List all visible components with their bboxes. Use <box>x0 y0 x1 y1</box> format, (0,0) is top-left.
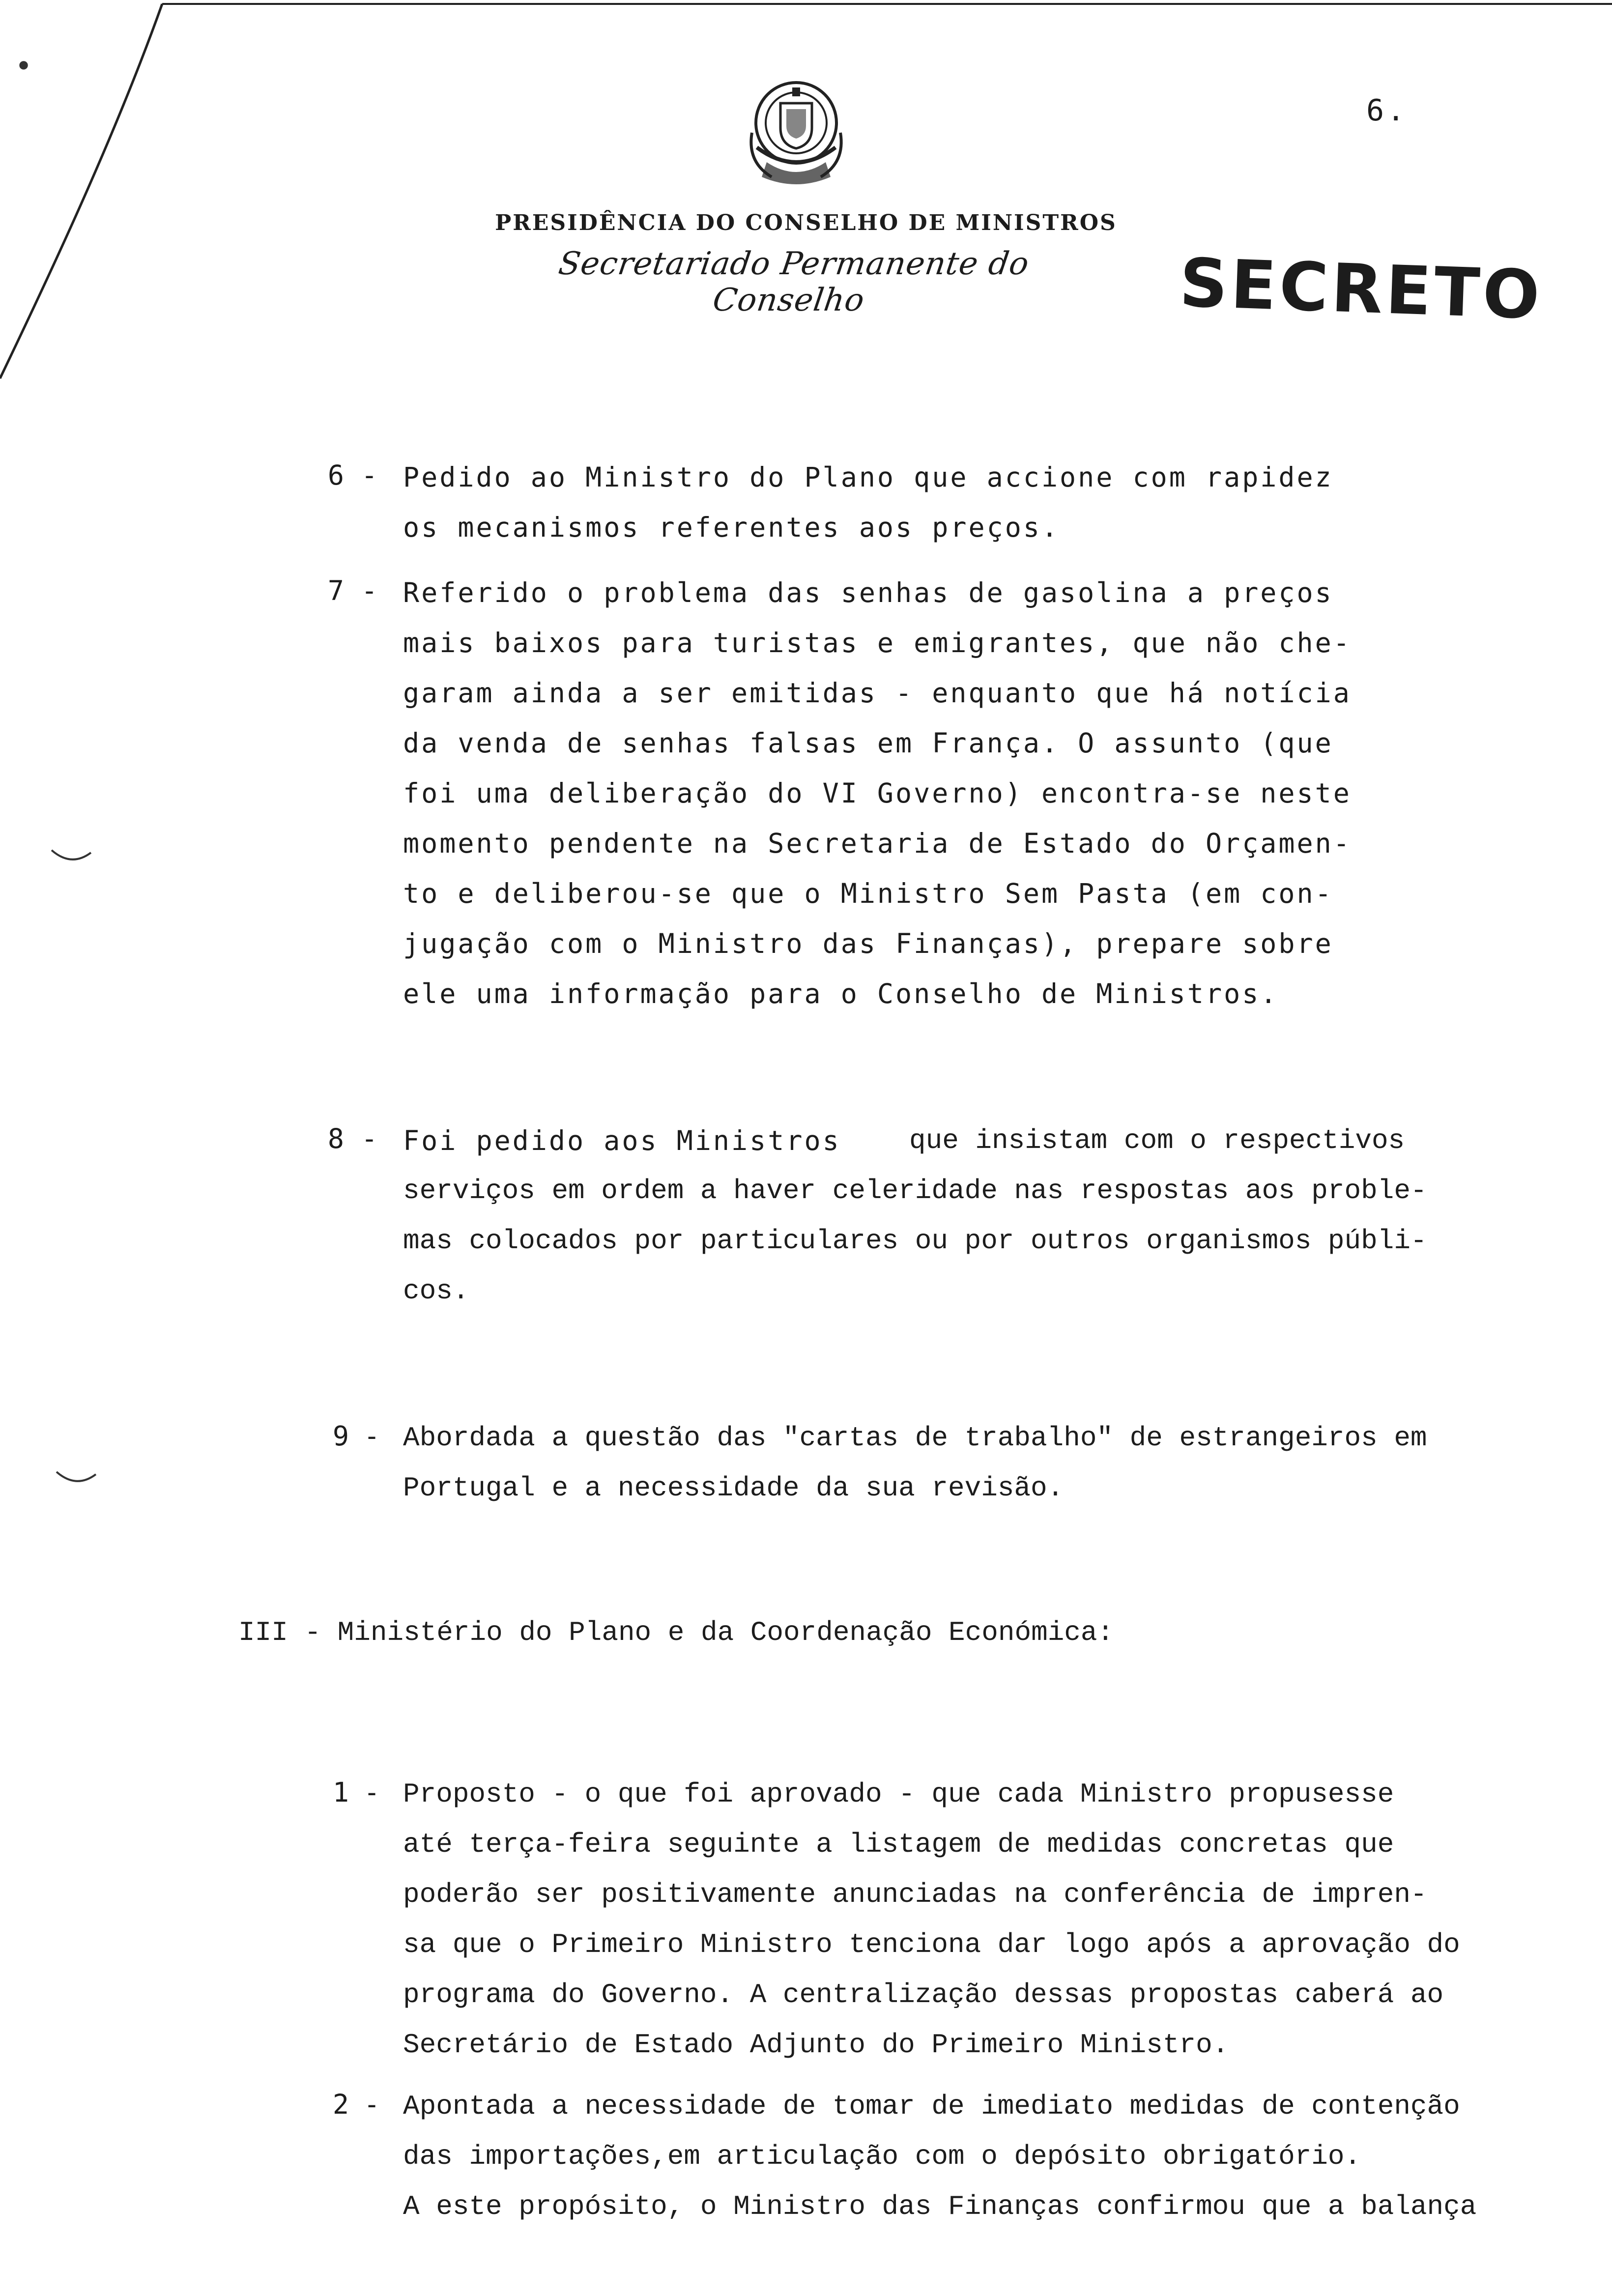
item-number: 2 <box>332 2089 349 2120</box>
item-text: Pedido ao Ministro do Plano que accione com rapidez os mecanismos referentes aos preços. <box>403 461 1333 543</box>
item-number: 1 <box>332 1777 349 1808</box>
item-number: 9 <box>332 1420 349 1452</box>
item-text: Referido o problema das senhas de gasolina a preços mais baixos para turistas e emigrantes, que não che- garam ainda a ser emitidas - enquanto que há notícia da venda de senhas falsas em França. O assunto (que foi uma deliberação do VI Governo) encontra-se neste momento pendente na Secretaria de Estado do Orçamen- to e deliberou-se que o Ministro Sem Pasta (em con- jugação com o Ministro das Finanças), prepare sobre ele uma informação para o Conselho de Ministros. <box>403 577 1352 1009</box>
classification-stamp: SECRETO <box>1178 244 1544 335</box>
item-text: Abordada a questão das "cartas de trabalho" de estrangeiros em Portugal e a necessidade da sua revisão. <box>403 1422 1427 1504</box>
punch-mark: • <box>15 49 33 84</box>
hole-mark <box>54 1469 98 1489</box>
section-title: Ministério do Plano e da Coordenação Económica: <box>337 1617 1114 1648</box>
item-text: Proposto - o que foi aprovado - que cada Ministro propusesse até terça-feira seguinte a listagem de medidas concretas que poderão ser positivamente anunciadas na conferência de impren- sa que o Primeiro Ministro tenciona dar logo após a aprovação do programa do Governo. A centralização dessas propostas caberá ao Secretário de Estado Adjunto do Primeiro Ministro. <box>403 1779 1460 2061</box>
page-number: 6. <box>1366 93 1408 128</box>
item-number: 6 <box>327 459 344 491</box>
hole-mark <box>49 848 93 867</box>
item-dash: - <box>361 1123 378 1154</box>
item-dash: - <box>361 575 378 606</box>
item-number: 7 <box>327 575 344 606</box>
top-border-line <box>162 3 1612 5</box>
section-roman: III <box>238 1617 288 1648</box>
office-subtitle: Secretariado Permanente do Conselho <box>556 246 1032 318</box>
item-text: que insistam com o respectivos serviços em ordem a haver celeridade nas respostas aos proble- mas colocados por particulares ou por outros organismos públi- cos. <box>403 1125 1427 1307</box>
item-dash: - <box>364 1777 380 1808</box>
item-dash: - <box>361 459 378 491</box>
coat-of-arms-icon <box>737 74 855 197</box>
section-heading <box>238 1617 1114 1648</box>
office-title: PRESIDÊNCIA DO CONSELHO DE MINISTROS <box>495 210 1117 235</box>
item-dash: - <box>364 2089 380 2120</box>
item-lead: Foi pedido aos Ministros <box>403 1125 841 1156</box>
section-dash: - <box>304 1617 321 1648</box>
item-text: Apontada a necessidade de tomar de imediato medidas de contenção das importações,em articulação com o depósito obrigatório. A este propósito, o Ministro das Finanças confirmou que a balança <box>403 2091 1477 2222</box>
item-dash: - <box>364 1420 380 1452</box>
item-number: 8 <box>327 1123 344 1154</box>
